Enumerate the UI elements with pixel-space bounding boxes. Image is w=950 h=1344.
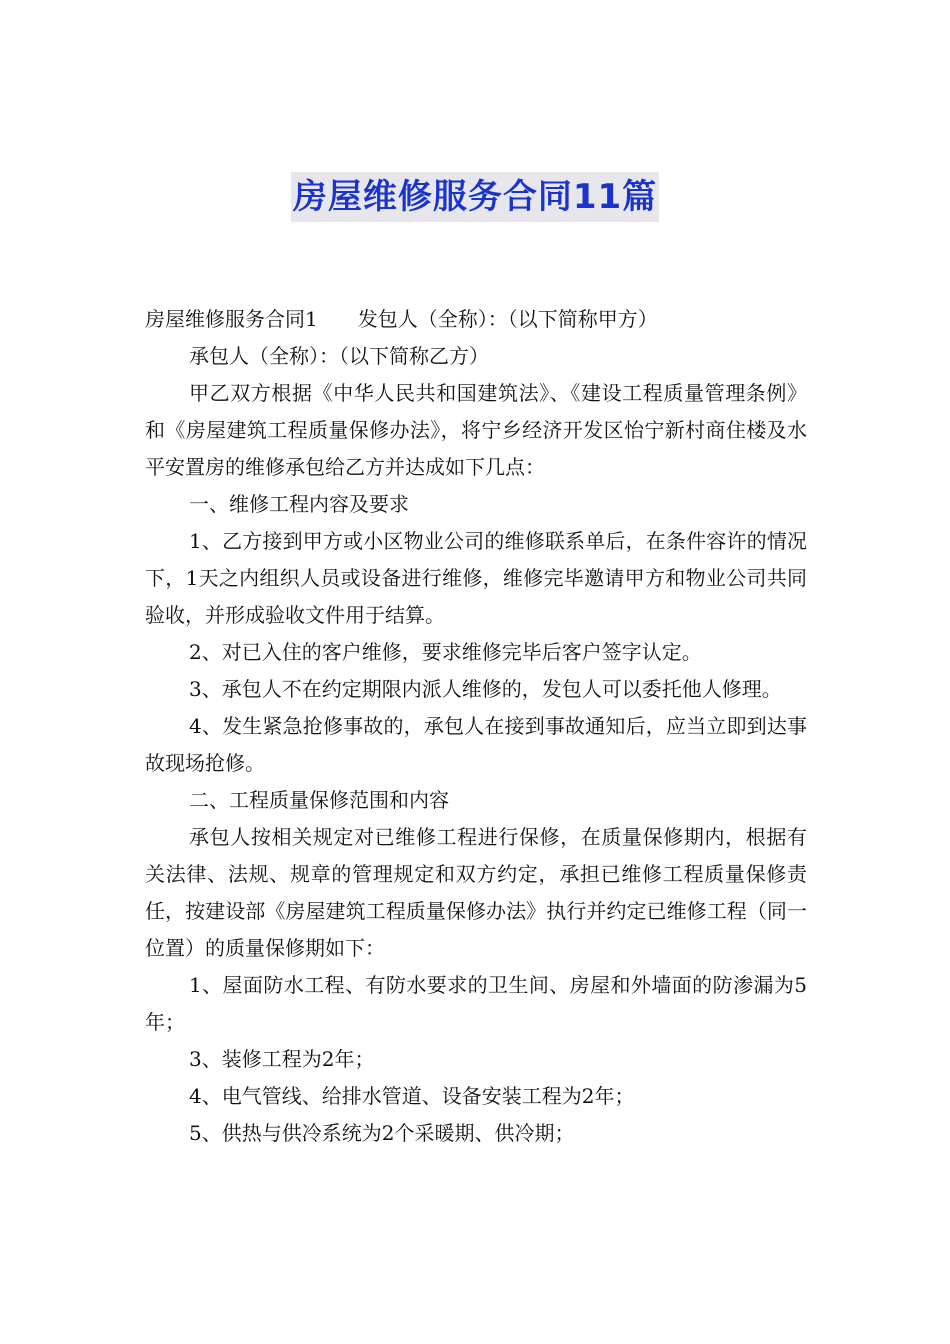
title-container <box>0 172 950 222</box>
paragraph: 1、屋面防水工程、有防水要求的卫生间、房屋和外墙面的防渗漏为5年； <box>145 973 807 1034</box>
paragraph: 2、对已入住的客户维修，要求维修完毕后客户签字认定。 <box>189 640 702 664</box>
paragraph: 甲乙双方根据《中华人民共和国建筑法》、《建设工程质量管理条例》和《房屋建筑工程质量保修办法》，将宁乡经济开发区怡宁新村商住楼及水平安置房的维修承包给乙方并达成如下几点： <box>145 381 807 479</box>
section-heading: 二、工程质量保修范围和内容 <box>189 788 449 812</box>
document-body <box>145 301 807 1152</box>
section-heading: 一、维修工程内容及要求 <box>189 492 409 516</box>
paragraph: 3、承包人不在约定期限内派人维修的，发包人可以委托他人修理。 <box>189 677 782 701</box>
paragraph: 4、电气管线、给排水管道、设备安装工程为2年； <box>189 1084 635 1108</box>
paragraph: 4、发生紧急抢修事故的，承包人在接到事故通知后，应当立即到达事故现场抢修。 <box>145 714 807 775</box>
paragraph: 3、装修工程为2年； <box>189 1047 375 1071</box>
document-title: 房屋维修服务合同11篇 <box>291 172 659 222</box>
paragraph: 承包人（全称）：（以下简称乙方） <box>189 344 489 368</box>
paragraph: 承包人按相关规定对已维修工程进行保修，在质量保修期内，根据有关法律、法规、规章的管理规定和双方约定，承担已维修工程质量保修责任，按建设部《房屋建筑工程质量保修办法》执行并约定已维修工程（同一位置）的质量保修期如下： <box>145 825 807 960</box>
contract-heading: 房屋维修服务合同1 <box>145 307 318 331</box>
first-line <box>145 301 807 338</box>
paragraph: 5、供热与供冷系统为2个采暖期、供冷期； <box>189 1121 575 1145</box>
paragraph: 1、乙方接到甲方或小区物业公司的维修联系单后，在条件容许的情况下，1天之内组织人员或设备进行维修，维修完毕邀请甲方和物业公司共同验收，并形成验收文件用于结算。 <box>145 529 807 627</box>
contractor-line: 发包人（全称）：（以下简称甲方） <box>357 307 658 331</box>
